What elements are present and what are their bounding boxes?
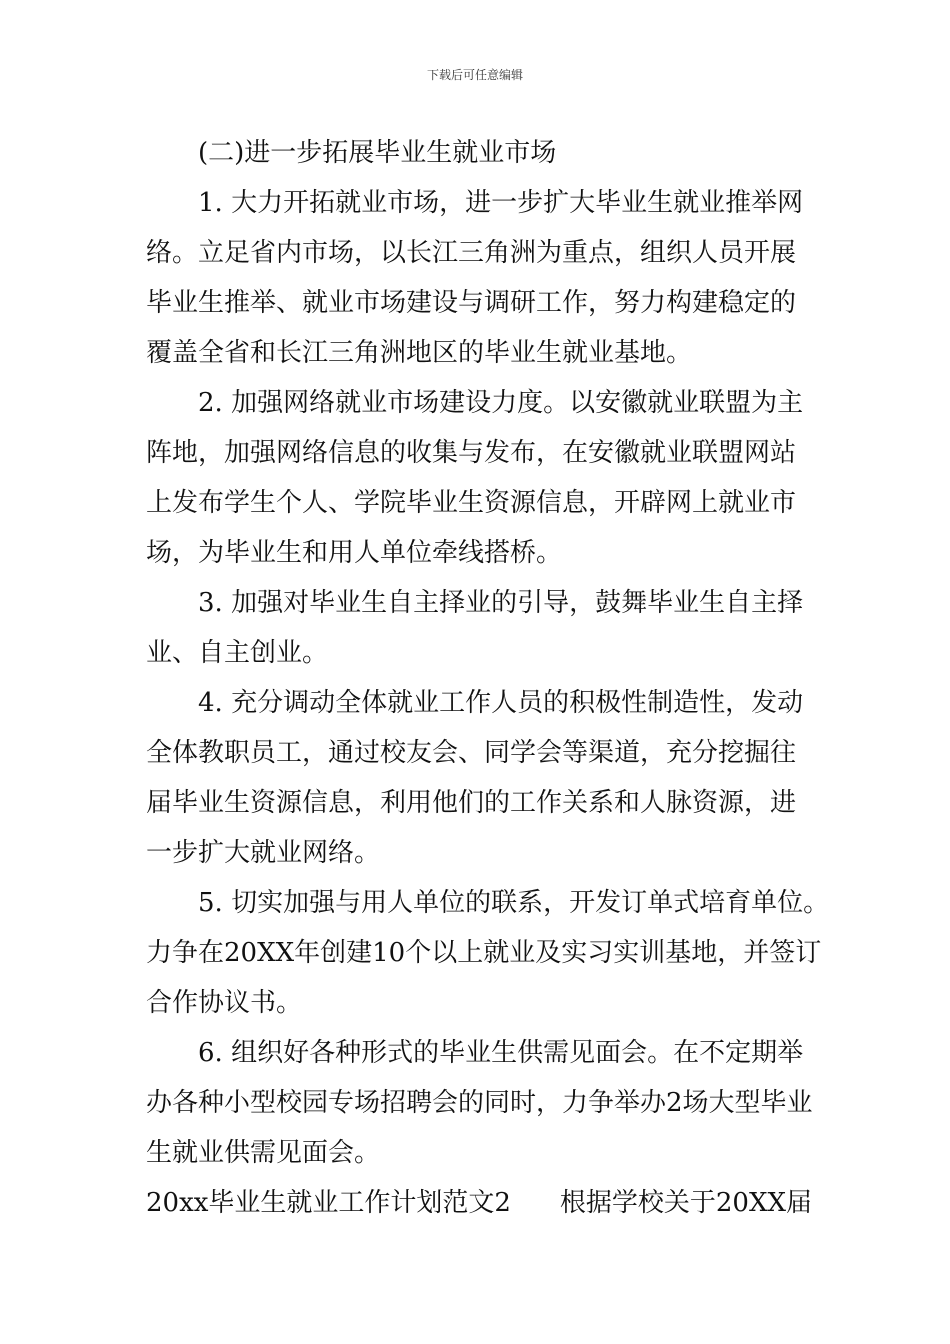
paragraph-line: 1. 大力开拓就业市场，进一步扩大毕业生就业推举网 [198,188,804,218]
paragraph-1 [146,178,812,378]
document-body [146,128,830,1228]
paragraph-line: 2. 加强网络就业市场建设力度。以安徽就业联盟为主 [198,388,804,418]
paragraph-line: 上发布学生个人、学院毕业生资源信息，开辟网上就业市 [146,488,797,518]
paragraph-line: 一步扩大就业网络。 [146,838,381,868]
paragraph-line: 覆盖全省和长江三角洲地区的毕业生就业基地。 [146,338,693,368]
paragraph-line: 业、自主创业。 [146,638,329,668]
paragraph-line: 场，为毕业生和用人单位牵线搭桥。 [146,538,563,568]
paragraph-line: 毕业生推举、就业市场建设与调研工作，努力构建稳定的 [146,288,797,318]
download-note: 下载后可任意编辑 [426,68,523,82]
paragraph-5 [146,878,830,1028]
paragraph-line: 阵地，加强网络信息的收集与发布，在安徽就业联盟网站 [146,438,797,468]
paragraph-line: 合作协议书。 [146,988,303,1018]
paragraph-line: 3. 加强对毕业生自主择业的引导，鼓舞毕业生自主择 [198,588,804,618]
paragraph-line: 4. 充分调动全体就业工作人员的积极性制造性，发动 [198,688,804,718]
paragraph-2 [146,378,812,578]
paragraph-3 [146,578,812,678]
next-section-intro: 根据学校关于20XX届 [559,1188,812,1218]
next-section-title: 20xx毕业生就业工作计划范文2 [146,1188,511,1218]
paragraph-line: 办各种小型校园专场招聘会的同时，力争举办2场大型毕业 [146,1088,813,1118]
paragraph-line: 络。立足省内市场，以长江三角洲为重点，组织人员开展 [146,238,797,268]
paragraph-line: 力争在20XX年创建10个以上就业及实习实训基地，并签订 [146,938,822,968]
paragraph-4 [146,678,812,878]
next-section-line [146,1178,812,1228]
paragraph-line: 生就业供需见面会。 [146,1138,381,1168]
section-heading: (二)进一步拓展毕业生就业市场 [198,138,557,168]
paragraph-line: 5. 切实加强与用人单位的联系，开发订单式培育单位。 [198,888,830,918]
paragraph-6 [146,1028,812,1178]
paragraph-line: 届毕业生资源信息，利用他们的工作关系和人脉资源，进 [146,788,797,818]
paragraph-line: 全体教职员工，通过校友会、同学会等渠道，充分挖掘往 [146,738,797,768]
paragraph-line: 6. 组织好各种形式的毕业生供需见面会。在不定期举 [198,1038,804,1068]
